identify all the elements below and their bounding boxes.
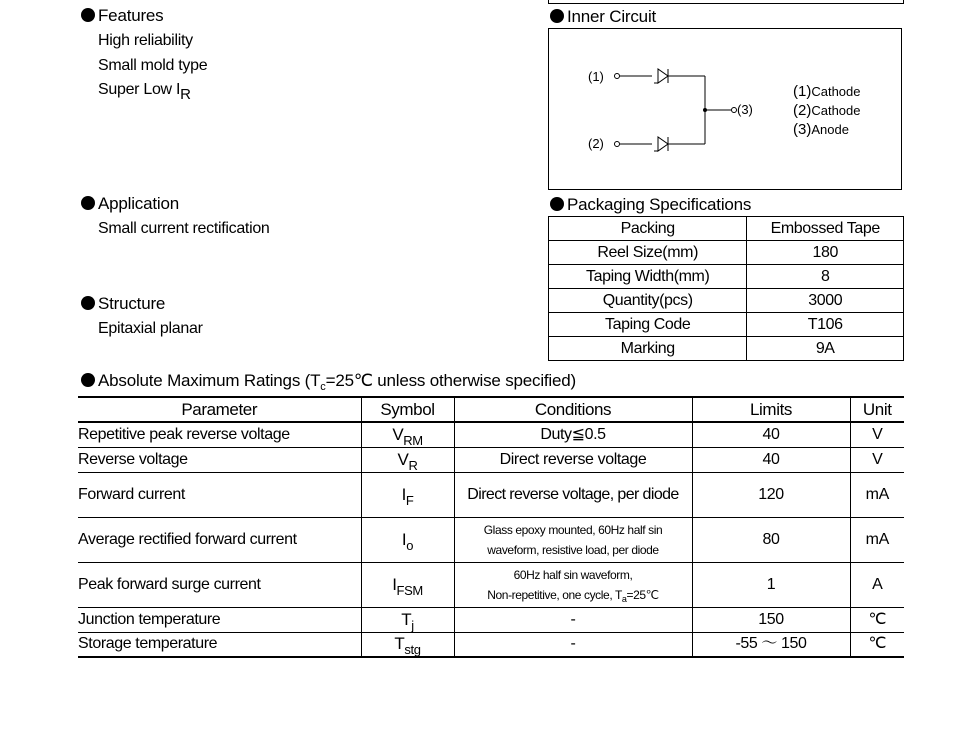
terminal-3 <box>732 108 737 113</box>
application-heading: Application <box>81 194 179 214</box>
table-row: Peak forward surge current $I_{FSM}$ 60Hz half sin waveform, Non-repetitive, one cycle, $T_a=25℃$ 1 A <box>78 562 904 607</box>
table-row: Taping Code T106 <box>549 313 904 337</box>
bullet-icon <box>550 9 564 23</box>
table-row: Reel Size(mm) 180 <box>549 241 904 265</box>
terminal-2 <box>615 142 620 147</box>
junction-dot <box>703 108 707 112</box>
pin1-label: (1) <box>588 69 604 84</box>
table-row: Marking 9A <box>549 337 904 361</box>
table-row: Reverse voltage $V_R$ Direct reverse voltage 40 V <box>78 447 904 472</box>
features-heading: Features <box>81 6 164 26</box>
table-row: Quantity(pcs) 3000 <box>549 289 904 313</box>
packaging-heading: Packaging Specifications <box>550 195 751 215</box>
table-row: Packing Embossed Tape <box>549 217 904 241</box>
bullet-icon <box>81 8 95 22</box>
terminal-1 <box>615 74 620 79</box>
pin2-label: (2) <box>588 136 604 151</box>
feature-item: Super Low IR <box>98 81 191 103</box>
table-row: Average rectified forward current $I_o$ Glass epoxy mounted, 60Hz half sin waveform, resistive load, per diode 80 mA <box>78 517 904 562</box>
table-row: Forward current $I_F$ Direct reverse voltage, per diode 120 mA <box>78 472 904 517</box>
bullet-icon <box>81 373 95 387</box>
table-header-row: Parameter Symbol Conditions Limits Unit <box>78 397 904 422</box>
bullet-icon <box>81 196 95 210</box>
table-row: Taping Width(mm) 8 <box>549 265 904 289</box>
bullet-icon <box>81 296 95 310</box>
pin3-label: (3) <box>737 102 753 117</box>
structure-item: Epitaxial planar <box>98 320 203 337</box>
feature-item: High reliability <box>98 32 193 49</box>
ratings-table <box>78 396 904 658</box>
diode-bottom-icon <box>658 137 668 151</box>
application-item: Small current rectification <box>98 220 270 237</box>
structure-heading: Structure <box>81 294 165 314</box>
inner-circuit-heading: Inner Circuit <box>550 7 656 27</box>
top-frame-border <box>548 0 904 4</box>
table-row: Storage temperature $T_{stg}$ - -55 ～ 150 ℃ <box>78 632 904 657</box>
ratings-heading: Absolute Maximum Ratings ($T_c=25℃$ unless otherwise specified) <box>81 371 576 391</box>
table-row: Junction temperature $T_j$ - 150 ℃ <box>78 607 904 632</box>
packaging-table <box>548 216 904 361</box>
diode-top-icon <box>658 69 668 83</box>
bullet-icon <box>550 197 564 211</box>
feature-item: Small mold type <box>98 57 208 74</box>
table-row: Repetitive peak reverse voltage $V_{RM}$ Duty≦0.5 40 V <box>78 422 904 447</box>
pin-legend: (1)Cathode (2)Cathode (3)Anode <box>793 83 861 138</box>
